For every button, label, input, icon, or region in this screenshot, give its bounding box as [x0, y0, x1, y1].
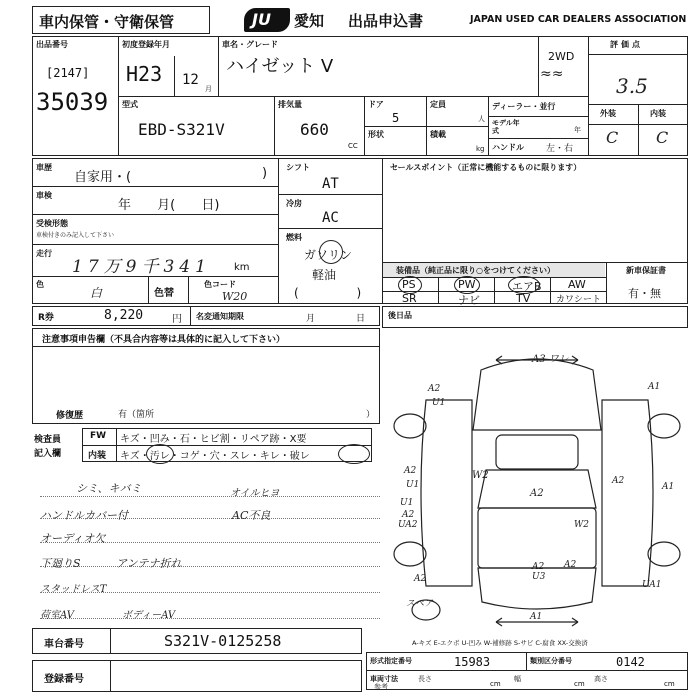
fw-label: FW — [90, 431, 107, 441]
shift-label: シフト — [286, 163, 310, 172]
registration-month: 12 — [182, 72, 199, 88]
warranty-value: 有・無 — [628, 287, 661, 300]
mark-roof-a2: A2 — [530, 488, 544, 499]
recycle-label: R券 — [38, 313, 54, 323]
equipment-ps-circle — [398, 276, 422, 294]
car-roof-outline — [473, 359, 601, 430]
handle-label: ハンドル — [492, 143, 524, 152]
tax-month: 月 — [306, 314, 316, 324]
storage-label: 車内保管・守衛保管 — [39, 13, 175, 31]
recycle-unit: 円 — [172, 314, 182, 325]
receipt-note: 車検付きのみ記入して下さい — [36, 232, 115, 239]
mark-rr-ua1: UA1 — [642, 580, 662, 590]
fw-items: キズ・凹み・石・ヒビ割・リペア跡・X要 — [120, 434, 307, 445]
door-label: ドア — [368, 100, 384, 109]
interior-row-label: 内装 — [88, 451, 107, 461]
chassis-value: S321V-0125258 — [164, 632, 282, 650]
inspector-label-2: 記入欄 — [34, 449, 62, 459]
mark-rear-a2: A2 — [564, 560, 577, 570]
fuel-bracket: ( ) — [294, 286, 362, 300]
note-studless: スタッドレスT — [40, 584, 107, 595]
storage-box — [32, 6, 210, 34]
equipment-sr: SR — [402, 292, 417, 305]
equipment-ps: PS — [402, 278, 416, 291]
history-label: 車歴 — [36, 163, 52, 172]
length-label: 車両寸法 — [370, 675, 398, 683]
ac-value: AC — [322, 210, 339, 226]
color-code-label: 色コード — [204, 280, 236, 289]
fuel-value: ガソリン — [304, 248, 353, 262]
year-unit: 年 — [574, 126, 581, 134]
mark-roof: A3 ワレ — [532, 354, 569, 365]
mileage-label: 走行 — [36, 249, 52, 258]
vehicle-name-label: 車名・グレード — [222, 40, 278, 49]
car-right-side — [602, 400, 653, 586]
sales-point-label: セールスポイント（正常に機能するものに限ります） — [390, 163, 582, 172]
displacement-unit: CC — [348, 142, 358, 150]
mark-left-ua2: UA2 — [398, 520, 418, 530]
receipt-label: 受検形態 — [36, 219, 68, 228]
rating-score: 3.5 — [616, 74, 648, 98]
inspection-value: 年 月( 日) — [118, 198, 220, 213]
repair-value: 有（箇所 — [118, 410, 155, 420]
damage-legend: A-キズ E-エクボ U-凹み W-補修跡 S-サビ C-腐食 XX-交換済 — [412, 639, 588, 647]
note-handle-cover: ハンドルカバー付 — [40, 509, 128, 522]
note-cargo: 荷室AV — [40, 610, 74, 621]
mark-spare: スペア — [406, 599, 434, 609]
color-value: 白 — [90, 286, 103, 300]
capacity-unit: 人 — [478, 115, 485, 123]
height-cm: cm — [664, 680, 675, 688]
capacity-label: 定員 — [430, 100, 446, 109]
class-num-value: 0142 — [616, 655, 645, 669]
recycle-amount: 8,220 — [104, 308, 144, 323]
registration-era: H23 — [126, 62, 163, 86]
vehicle-name: ハイゼット V — [226, 56, 334, 77]
mark-rl-a2: A2 — [414, 574, 427, 584]
color-change-label: 色替 — [154, 288, 174, 299]
lot-number: 35039 — [36, 88, 109, 116]
fuel-circle — [319, 240, 343, 264]
drive-type: 2WD — [548, 50, 575, 63]
width-word: 幅 — [514, 675, 521, 683]
car-left-side — [421, 400, 472, 586]
lot-label: 出品番号 — [36, 40, 68, 49]
mark-right-a1: A1 — [662, 482, 675, 492]
mark-side-a2: A2 — [404, 466, 417, 476]
class-num-label: 類別区分番号 — [530, 657, 572, 665]
color-code-value: W20 — [222, 290, 248, 303]
equipment-airbag: エアB — [512, 280, 542, 293]
equipment-pw: PW — [458, 278, 476, 291]
exterior-grade: C — [606, 128, 619, 147]
mark-fl-a2: A2 — [428, 384, 441, 394]
ju-logo-text: JU — [252, 10, 271, 29]
type-num-label: 形式指定番号 — [370, 657, 412, 665]
after-frame — [382, 306, 688, 328]
equipment-pw-circle — [454, 276, 480, 294]
model-value: EBD-S321V — [138, 120, 225, 139]
note-stain: シミ、キバミ — [76, 482, 142, 495]
mark-fr-a1: A1 — [648, 382, 661, 392]
exterior-label: 外装 — [600, 109, 616, 118]
shift-value: AT — [322, 176, 339, 192]
registration-label: 初度登録年月 — [122, 40, 170, 49]
ac-label: 冷房 — [286, 199, 302, 208]
assoc-name: JAPAN USED CAR DEALERS ASSOCIATION — [470, 14, 687, 25]
interior-tear-circle — [338, 444, 370, 464]
mark-right-w2: W2 — [574, 520, 589, 530]
repair-close: ） — [366, 410, 376, 420]
ref-label: 参考 — [374, 683, 388, 691]
after-label: 後日品 — [388, 311, 412, 320]
wheel-rear-left — [394, 542, 426, 566]
width-cm: cm — [574, 680, 585, 688]
handle-value: 左・右 — [546, 144, 574, 154]
doc-title: 出品申込書 — [348, 12, 424, 30]
reg-label: 登録番号 — [44, 674, 84, 685]
model-year-label: モデル年式 — [492, 119, 520, 135]
dealer-label: ディーラー・並行 — [492, 102, 556, 111]
mark-fl-u1: U1 — [432, 398, 446, 408]
mark-left-u1: U1 — [400, 498, 414, 508]
note-ac: AC不良 — [232, 509, 271, 522]
wheel-rear-right — [648, 542, 680, 566]
tax-label: 名変通知期限 — [196, 312, 244, 321]
lot-sub-number: [2147] — [46, 66, 90, 80]
wheel-front-right — [648, 414, 680, 438]
color-label: 色 — [36, 280, 44, 289]
mark-side-u1: U1 — [406, 480, 420, 490]
type-num-value: 15983 — [454, 655, 491, 669]
note-audio: オーディオ欠 — [40, 532, 106, 545]
equipment-aw: AW — [568, 278, 586, 291]
model-label: 型式 — [122, 100, 138, 109]
note-oil: オイルヒヨ — [230, 488, 280, 499]
history-value: 自家用・( — [74, 170, 132, 185]
notes-label: 注意事項申告欄（不具合内容等は具体的に記入して下さい） — [42, 335, 286, 345]
car-hood — [496, 435, 578, 469]
note-body: ボディーAV — [122, 610, 176, 621]
mileage-unit: km — [234, 262, 250, 273]
ju-logo — [244, 8, 290, 32]
inspection-label: 車検 — [36, 191, 52, 200]
length-cm: cm — [490, 680, 501, 688]
fuel-alt: 軽油 — [312, 268, 337, 282]
mark-door-w2: W2 — [472, 470, 489, 481]
rating-label: 評価点 — [610, 40, 643, 49]
mileage-value: 17万9千341 — [72, 257, 211, 277]
equipment-airbag-circle — [508, 276, 540, 294]
drive-scribble: ≈≈ — [540, 66, 564, 82]
chassis-label: 車台番号 — [44, 639, 84, 650]
mark-right-a2: A2 — [612, 476, 625, 486]
equipment-tv: TV — [516, 292, 531, 305]
interior-stain-circle — [146, 444, 174, 464]
repair-label: 修復歴 — [56, 411, 84, 421]
wheel-front-left — [394, 414, 426, 438]
inspector-label-1: 検査員 — [34, 435, 62, 445]
interior-items: キズ・汚レ・コゲ・穴・スレ・キレ・破レ — [120, 451, 310, 462]
note-antenna: アンテナ折れ — [116, 557, 182, 570]
equipment-leather: カワシート — [556, 295, 602, 305]
displacement-value: 660 — [300, 120, 329, 139]
interior-label: 内装 — [650, 109, 666, 118]
shape-label: 形状 — [368, 130, 384, 139]
load-unit: kg — [476, 145, 485, 153]
registration-month-unit: 月 — [205, 85, 212, 93]
car-cabin — [478, 508, 596, 568]
history-close: ) — [262, 166, 268, 181]
equipment-label: 装備品（純正品に限り○をつけてください） — [396, 266, 555, 275]
org-name: 愛知 — [294, 12, 325, 30]
length-word: 長さ — [418, 675, 432, 683]
door-value: 5 — [392, 111, 400, 125]
mark-left-a2: A2 — [402, 510, 415, 520]
mark-bumper-a1: A1 — [530, 612, 543, 622]
mark-rear-a2-u3: A2 U3 — [532, 562, 546, 582]
height-word: 高さ — [594, 675, 608, 683]
load-label: 積載 — [430, 130, 446, 139]
equipment-navi: ナビ — [458, 294, 480, 307]
interior-grade: C — [656, 128, 669, 147]
fuel-label: 燃料 — [286, 233, 302, 242]
tax-day: 日 — [356, 314, 366, 324]
displacement-label: 排気量 — [278, 100, 302, 109]
warranty-label: 新車保証書 — [626, 266, 666, 275]
note-under: 下廻りS — [40, 557, 81, 570]
